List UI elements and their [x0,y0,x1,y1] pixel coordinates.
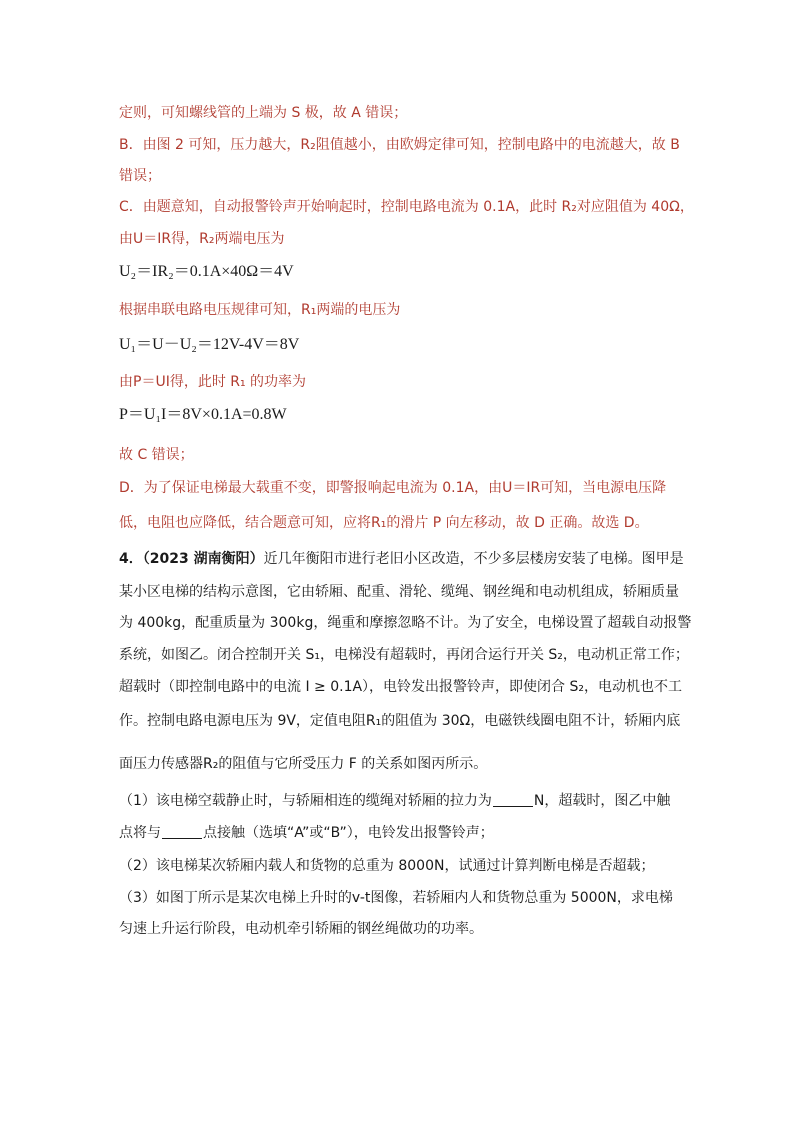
solution-line: 由U＝IR得，R₂两端电压为 [119,231,285,247]
equation: P＝U₁I＝8V×0.1A=0.8W [119,406,287,423]
question-3-cont: 匀速上升运行阶段，电动机牵引轿厢的钢丝绳做功的功率。 [119,921,483,937]
answer-blank[interactable] [493,792,533,807]
problem-line: 作。控制电路电源电压为 9V，定值电阻R₁的阻值为 30Ω，电磁铁线圈电阻不计，轿厢内底 [119,713,681,729]
equation: U₁＝U－U₂＝12V-4V＝8V [119,336,300,353]
solution-line: 根据串联电路电压规律可知，R₁两端的电压为 [119,302,401,318]
solution-line: 定则，可知螺线管的上端为 S 极，故 A 错误； [119,105,408,121]
problem-text: 近几年衡阳市进行老旧小区改造，不少多层楼房安装了电梯。图甲是 [263,551,684,567]
solution-line: B．由图 2 可知，压力越大，R₂阻值越小，由欧姆定律可知，控制电路中的电流越大，故 B [119,137,680,153]
problem-line: 某小区电梯的结构示意图，它由轿厢、配重、滑轮、缆绳、钢丝绳和电动机组成，轿厢质量 [119,584,679,600]
solution-line: C．由题意知，自动报警铃声开始响起时，控制电路电流为 0.1A，此时 R₂对应阻值为 40Ω， [119,199,694,215]
problem-line: 系统，如图乙。闭合控制开关 S₁，电梯没有超载时，再闭合运行开关 S₂，电动机正常工作； [119,647,689,663]
solution-line: 错误； [119,168,161,184]
question-2: （2）该电梯某次轿厢内载人和货物的总重为 8000N，试通过计算判断电梯是否超载； [119,858,655,874]
problem-line: 面压力传感器R₂的阻值与它所受压力 F 的关系如图丙所示。 [119,756,488,772]
question-1-cont: 点将与 点接触（选填“A”或“B”），电铃发出报警铃声； [119,825,494,841]
solution-line: 故 C 错误； [119,447,194,463]
question-3: （3）如图丁所示是某次电梯上升时的v-t图像，若轿厢内人和货物总重为 5000N，求电梯 [119,890,673,906]
equation: U₂＝IR₂＝0.1A×40Ω＝4V [119,263,294,280]
question-1: （1）该电梯空载静止时，与轿厢相连的缆绳对轿厢的拉力为 N，超载时，图乙中触 [119,793,671,809]
problem-line: 为 400kg，配重质量为 300kg，绳重和摩擦忽略不计。为了安全，电梯设置了超载自动报警 [119,615,692,631]
problem-line [119,549,684,569]
solution-line: 低，电阻也应降低，结合题意可知，应将R₁的滑片 P 向左移动，故 D 正确。故选 D。 [119,515,649,531]
problem-line: 超载时（即控制电路中的电流 I ≥ 0.1A），电铃发出报警铃声，即使闭合 S₂，电动机也不工 [119,679,682,695]
solution-line: 由P＝UI得，此时 R₁ 的功率为 [119,374,307,390]
solution-line: D．为了保证电梯最大载重不变，即警报响起电流为 0.1A，由U＝IR可知，当电源电压降 [119,480,667,496]
answer-blank[interactable] [162,824,202,839]
question-number: 4．（2023 湖南衡阳） [119,551,264,567]
